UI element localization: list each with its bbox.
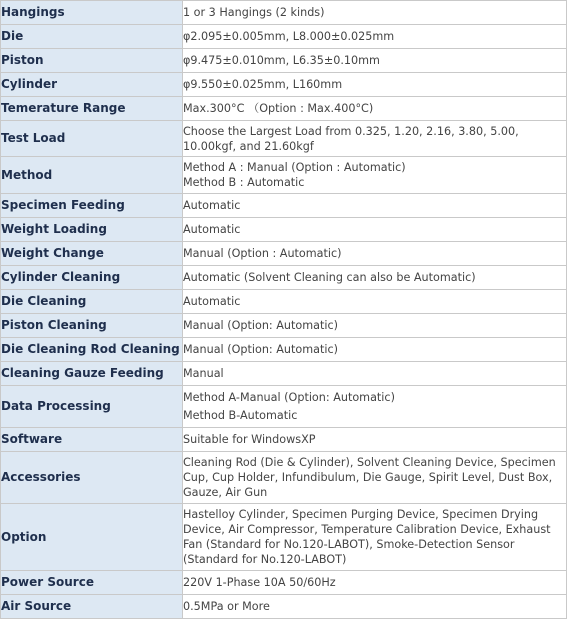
spec-value: Manual (Option: Automatic) — [183, 338, 567, 362]
spec-value: Method A-Manual (Option: Automatic) Method B-Automatic — [183, 386, 567, 428]
spec-value: Cleaning Rod (Die & Cylinder), Solvent Cleaning Device, Specimen Cup, Cup Holder, Infundibulum, Die Gauge, Spirit Level, Dust Box, Gauze, Air Gun — [183, 452, 567, 504]
table-row — [1, 73, 567, 97]
spec-value: 0.5MPa or More — [183, 595, 567, 619]
table-row — [1, 428, 567, 452]
spec-label: Piston Cleaning — [1, 314, 183, 338]
table-row — [1, 452, 567, 504]
spec-value: Manual (Option : Automatic) — [183, 242, 567, 266]
table-row — [1, 49, 567, 73]
spec-label: Cylinder Cleaning — [1, 266, 183, 290]
spec-value: Automatic — [183, 218, 567, 242]
spec-label: Cylinder — [1, 73, 183, 97]
spec-value: Method A : Manual (Option : Automatic) Method B : Automatic — [183, 157, 567, 194]
spec-value: Automatic (Solvent Cleaning can also be Automatic) — [183, 266, 567, 290]
table-row — [1, 386, 567, 428]
spec-label: Software — [1, 428, 183, 452]
spec-value: 1 or 3 Hangings (2 kinds) — [183, 1, 567, 25]
table-row — [1, 25, 567, 49]
spec-label: Option — [1, 504, 183, 571]
table-row — [1, 194, 567, 218]
spec-value: Max.300°C （Option : Max.400°C) — [183, 97, 567, 121]
table-row — [1, 242, 567, 266]
table-row — [1, 314, 567, 338]
table-row — [1, 218, 567, 242]
spec-label: Accessories — [1, 452, 183, 504]
table-row — [1, 362, 567, 386]
spec-label: Data Processing — [1, 386, 183, 428]
spec-value: φ2.095±0.005mm, L8.000±0.025mm — [183, 25, 567, 49]
spec-label: Die — [1, 25, 183, 49]
spec-value: φ9.550±0.025mm, L160mm — [183, 73, 567, 97]
table-row — [1, 121, 567, 157]
spec-value: φ9.475±0.010mm, L6.35±0.10mm — [183, 49, 567, 73]
spec-value: Manual — [183, 362, 567, 386]
spec-label: Cleaning Gauze Feeding — [1, 362, 183, 386]
spec-label: Piston — [1, 49, 183, 73]
spec-value: Manual (Option: Automatic) — [183, 314, 567, 338]
spec-value: Hastelloy Cylinder, Specimen Purging Device, Specimen Drying Device, Air Compressor, Temperature Calibration Device, Exhaust Fan (Standard for No.120-LABOT), Smoke-Detection Sensor (Standard for No.120-LABOT) — [183, 504, 567, 571]
spec-label: Die Cleaning Rod Cleaning — [1, 338, 183, 362]
spec-value: 220V 1-Phase 10A 50/60Hz — [183, 571, 567, 595]
spec-label: Test Load — [1, 121, 183, 157]
spec-value: Suitable for WindowsXP — [183, 428, 567, 452]
spec-label: Die Cleaning — [1, 290, 183, 314]
spec-label: Weight Change — [1, 242, 183, 266]
spec-value: Automatic — [183, 290, 567, 314]
spec-label: Hangings — [1, 1, 183, 25]
table-row — [1, 290, 567, 314]
spec-value: Choose the Largest Load from 0.325, 1.20, 2.16, 3.80, 5.00, 10.00kgf, and 21.60kgf — [183, 121, 567, 157]
spec-label: Power Source — [1, 571, 183, 595]
table-row — [1, 571, 567, 595]
table-row — [1, 595, 567, 619]
spec-label: Temerature Range — [1, 97, 183, 121]
spec-label: Specimen Feeding — [1, 194, 183, 218]
spec-label: Air Source — [1, 595, 183, 619]
spec-label: Method — [1, 157, 183, 194]
spec-label: Weight Loading — [1, 218, 183, 242]
spec-value: Automatic — [183, 194, 567, 218]
table-row — [1, 266, 567, 290]
table-row — [1, 97, 567, 121]
table-row — [1, 338, 567, 362]
table-row — [1, 157, 567, 194]
table-row — [1, 1, 567, 25]
table-row — [1, 504, 567, 571]
